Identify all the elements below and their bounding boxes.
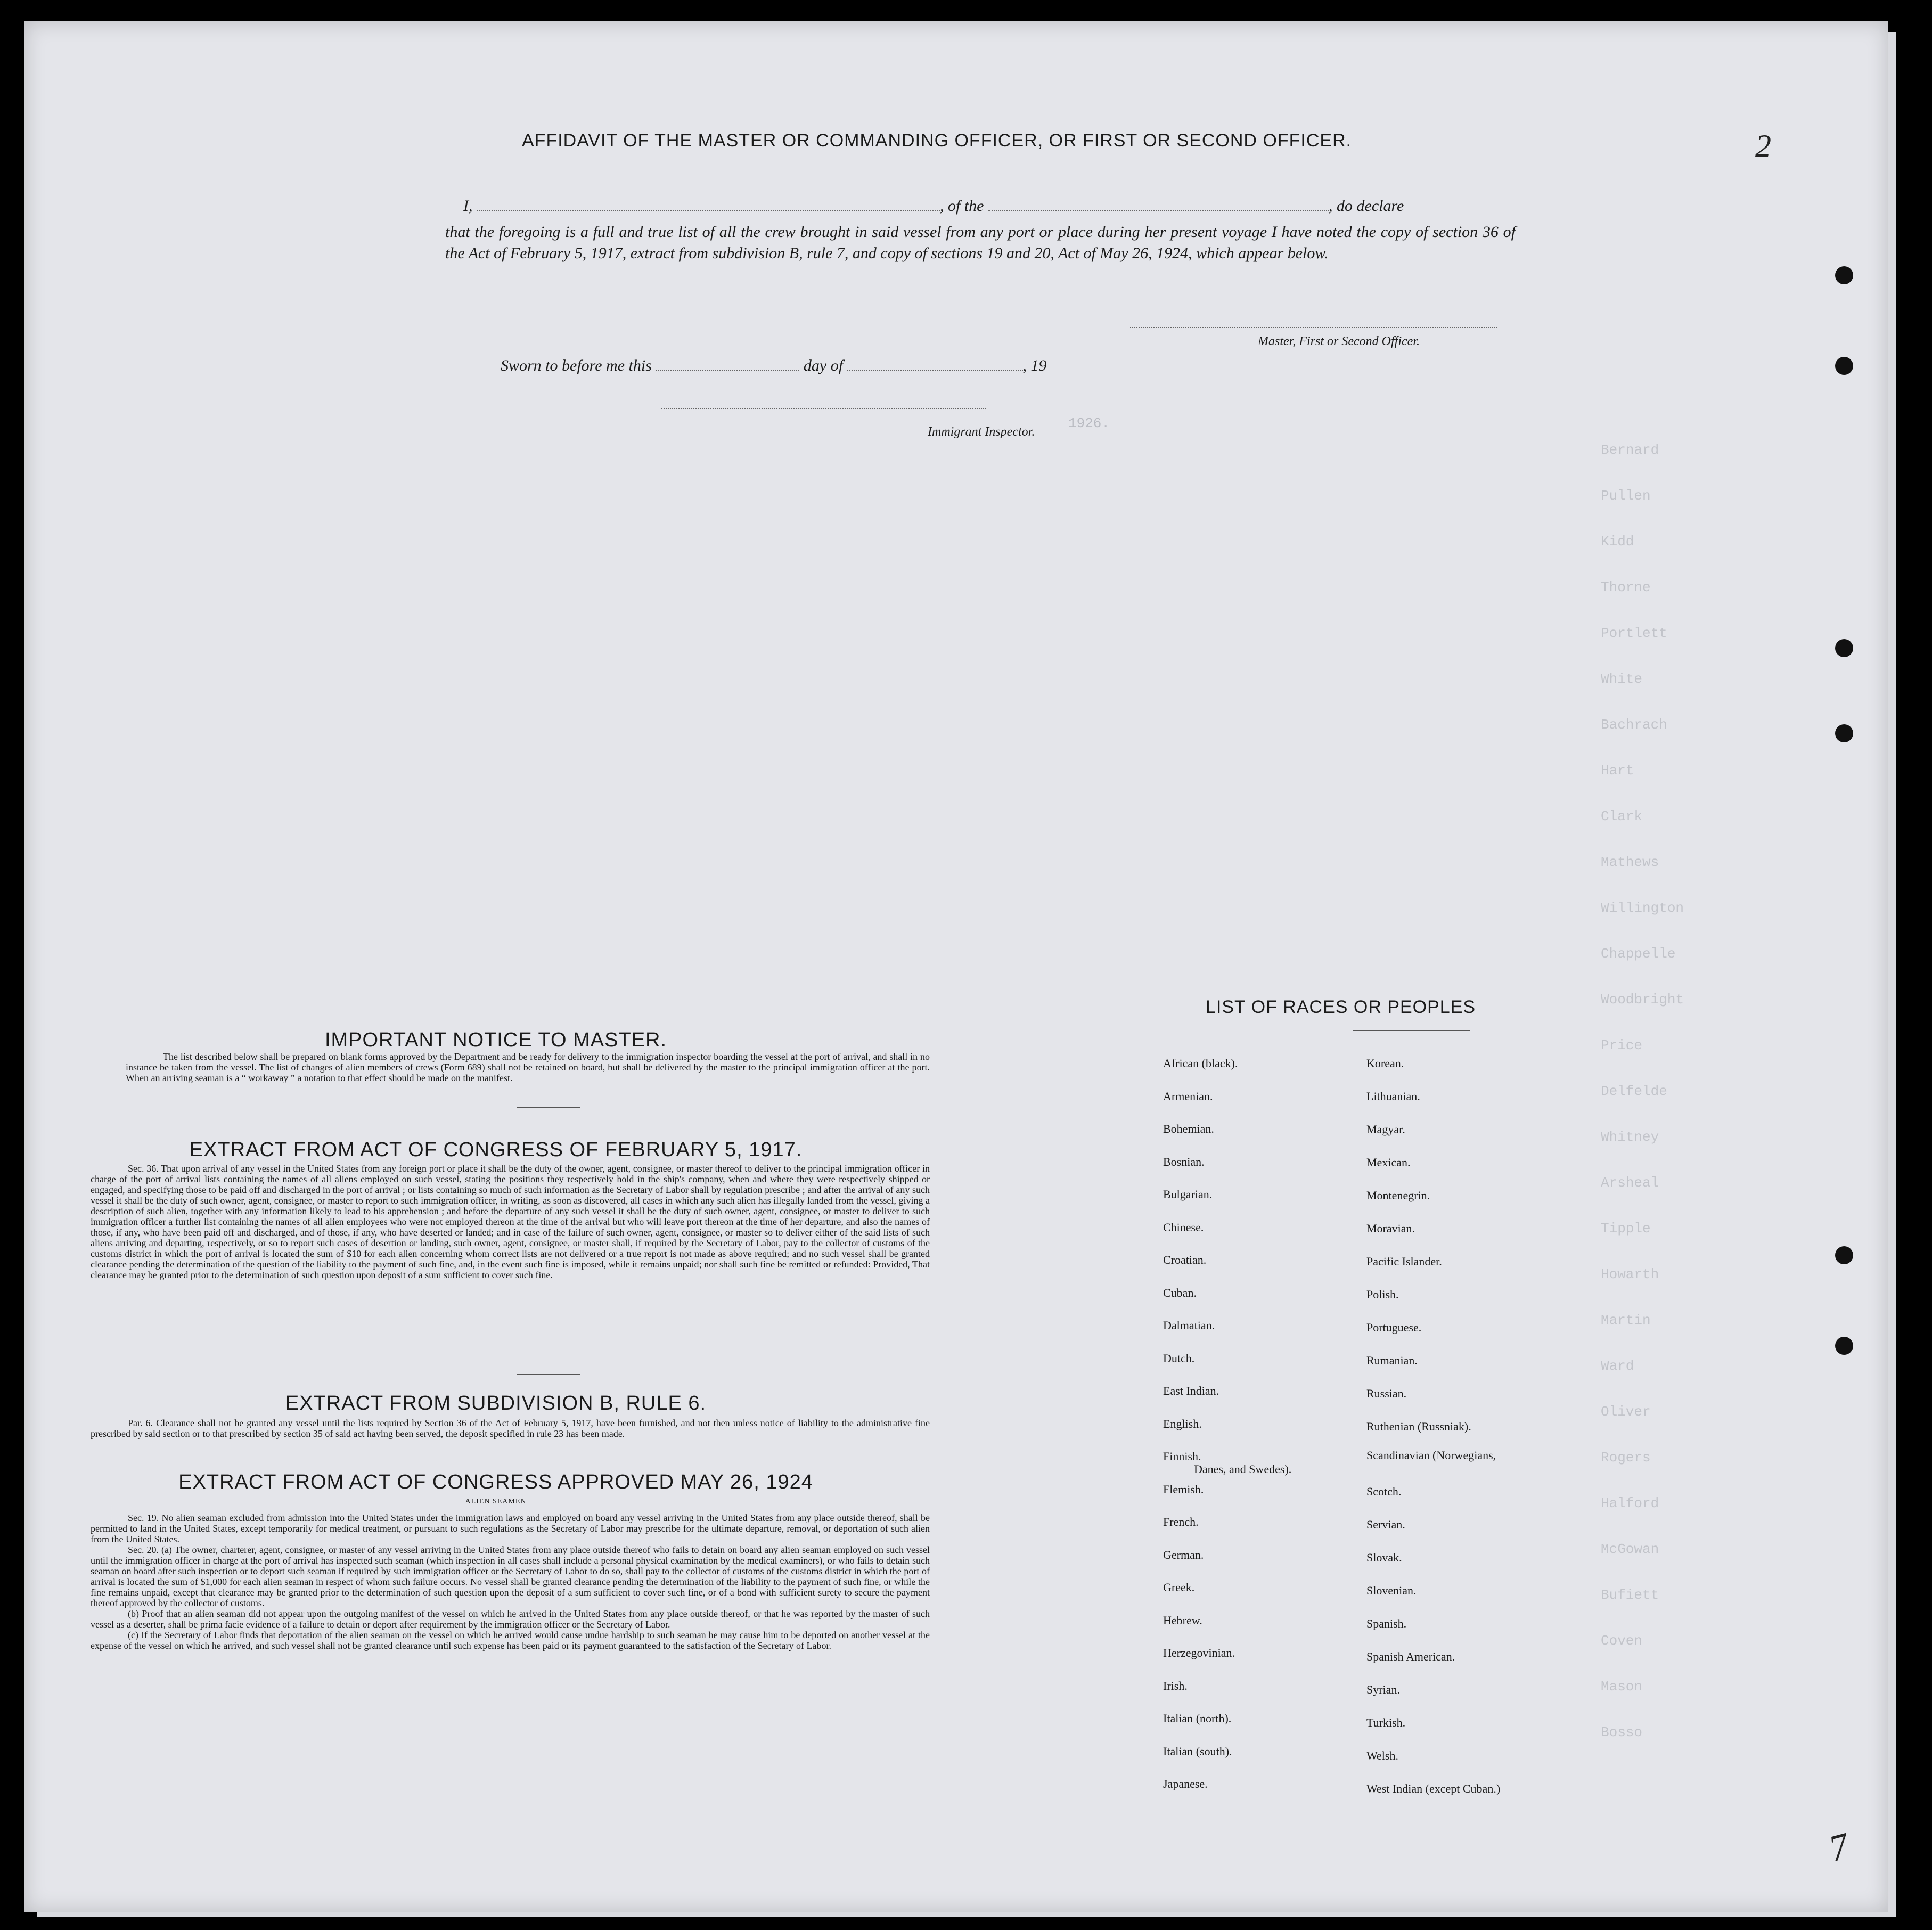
sworn-year: , 19 — [1022, 357, 1047, 374]
sworn-text: Sworn to before me this — [501, 357, 652, 374]
sec-20c-text: (c) If the Secretary of Labor finds that deportation of the alien seaman on the vessel on which he arrived would cause undue hardship to such seaman he may cause him to be deported on another vessel at the expense of the vessel on which he arrived, and such vessel shall not be granted clearance until such expense has been paid or its payment guaranteed to the satisfaction of the Secretary of Labor. — [91, 1630, 930, 1651]
sworn-month-field[interactable] — [847, 357, 1023, 371]
race-item: Montenegrin. — [1366, 1189, 1430, 1202]
race-item: Finnish. — [1163, 1450, 1201, 1463]
bleed-through-surname: Bernard — [1601, 442, 1659, 458]
extract-1917-body: Sec. 36. That upon arrival of any vessel in the United States from any foreign port or place it shall be the duty of the owner, agent, consignee, or master thereof to deliver to the principal immigration officer in charge of the port of arrival lists containing the names of all aliens employed on such vessel, stating the positions they respectively hold in the ship's company, when and where they were respectively shipped or engaged, and specifying those to be paid off and discharged in the port of arrival ; or lists containing so much of such information as the Secretary of Labor shall by regulation prescribe ; and after the arrival of any such vessel it shall be the duty of such owner, agent, consignee, or master to report to such immigration officer, in writing, as soon as discovered, all cases in which any such alien has illegally landed from the vessel, giving a description of such alien, together with any information likely to lead to his apprehension ; and before the departure of any such vessel it shall be the duty of such owner, agent, consignee, or master to deliver to such immigration officer a further list containing the names of all alien employees who were not employed thereon at the time of the arrival but who will leave port thereon at the time of her departure, and also the names of those, if any, who have been paid off and discharged, and of those, if any, who have deserted or landed; and in case of the failure of such owner, agent, consignee, or master so to deliver either of the said lists of such aliens arriving and departing, respectively, or so to report such cases of desertion or landing, such owner, agent, consignee, or master shall, if required by the Secretary of Labor, pay to the collector of customs of the customs district in which the port of arrival is located the sum of $10 for each alien concerning whom correct lists are not delivered or a true report is not made as above required; and no such vessel shall be granted clearance pending the determination of the question of the liability to the payment of such fine, and, in the event such fine is imposed, while it remains unpaid; nor shall such fine be remitted or refunded: Provided, That clearance may be granted prior to the determination of such question upon deposit of a sum sufficient to cover such fine. — [91, 1163, 930, 1280]
bleed-through-surname: Chappelle — [1601, 946, 1676, 962]
race-item: Herzegovinian. — [1163, 1646, 1235, 1659]
bleed-through-surname: Tipple — [1601, 1221, 1651, 1237]
bleed-through-surname: Hart — [1601, 763, 1634, 779]
bleed-through-surname: Martin — [1601, 1312, 1651, 1328]
bleed-through-surname: Willington — [1601, 900, 1684, 916]
race-item: Slovak. — [1366, 1551, 1402, 1564]
bleed-through-surname: Price — [1601, 1037, 1643, 1053]
sworn-day-field[interactable] — [656, 357, 799, 371]
bleed-through-surname: Arsheal — [1601, 1175, 1659, 1191]
bleed-through-surname: Bufiett — [1601, 1587, 1659, 1603]
race-item: Bosnian. — [1163, 1155, 1205, 1168]
race-item: Spanish American. — [1366, 1650, 1455, 1663]
races-title: LIST OF RACES OR PEOPLES — [1206, 997, 1476, 1017]
year-stamp: 1926. — [1068, 415, 1110, 431]
notice-body: The list described below shall be prepared on blank forms approved by the Department and be ready for delivery to the immigration inspector boarding the vessel at the port of arrival, and shall in no instance be taken from the vessel. The list of changes of alien members of crews (Form 689) shall not be retained on board, but shall be delivered by the master to the principal immigration officer at the port. When an arriving seaman is a “ workaway ” a notation to that effect should be made on the manifest. — [126, 1051, 930, 1083]
declaration-end: , do declare — [1329, 197, 1404, 215]
race-item: Cuban. — [1163, 1286, 1197, 1299]
inspector-label: Immigrant Inspector. — [928, 425, 1035, 439]
bleed-through-surname: Bachrach — [1601, 717, 1667, 733]
extract-1917-title: EXTRACT FROM ACT OF CONGRESS OF FEBRUARY 5, 1917. — [189, 1139, 803, 1161]
race-item: Magyar. — [1366, 1123, 1405, 1136]
bleed-through-surname: Clark — [1601, 808, 1643, 824]
race-item: Armenian. — [1163, 1089, 1213, 1103]
corner-mark-top: 2 — [1755, 128, 1771, 163]
name-field[interactable] — [477, 197, 940, 211]
bleed-through-surname: McGowan — [1601, 1541, 1659, 1557]
race-item: Slovenian. — [1366, 1584, 1417, 1597]
extract-1924-title: EXTRACT FROM ACT OF CONGRESS APPROVED MAY 26, 1924 — [178, 1471, 813, 1493]
subdivision-b-body: Par. 6. Clearance shall not be granted any vessel until the lists required by Section 36 of the Act of February 5, 1917, have been furnished, and not then unless notice of liability to the administrative fine prescribed by said section or to that prescribed by section 35 of said act having been served, the deposit specified in rule 23 has been made. — [91, 1418, 930, 1439]
declaration-of: , of the — [940, 197, 984, 215]
bleed-through-surname: Mathews — [1601, 854, 1659, 870]
race-item: Turkish. — [1366, 1716, 1406, 1729]
race-item: Korean. — [1366, 1057, 1404, 1070]
race-item: Dutch. — [1163, 1351, 1195, 1365]
race-item: German. — [1163, 1548, 1204, 1561]
sec-20b-text: (b) Proof that an alien seaman did not appear upon the outgoing manifest of the vessel on which he arrived in the United States from any place outside thereof, or that he was reported by the master of such vessel as a deserter, shall be prima facie evidence of a failure to detain or deport after requirement by the immigration officer or the Secretary of Labor. — [91, 1608, 930, 1630]
bleed-through-surname: Coven — [1601, 1633, 1643, 1649]
punch-hole — [1835, 266, 1853, 284]
race-item: Chinese. — [1163, 1220, 1204, 1234]
declaration-line — [463, 197, 1518, 215]
race-item: Flemish. — [1163, 1482, 1204, 1496]
race-item: Spanish. — [1366, 1617, 1407, 1630]
bleed-through-surname: Rogers — [1601, 1450, 1651, 1466]
sworn-day-of: day of — [803, 357, 844, 374]
bleed-through-surname: Pullen — [1601, 488, 1651, 504]
bleed-through-surname: Kidd — [1601, 534, 1634, 550]
race-item: Greek. — [1163, 1581, 1195, 1594]
sec-19-text: Sec. 19. No alien seaman excluded from admission into the United States under the immigration laws and employed on board any vessel arriving in the United States from any place outside thereof, shall be permitted to land in the United States, except temporarily for medical treatment, or pursuant to such regulations as the Secretary of Labor may prescribe for the ultimate departure, removal, or deportation of such alien from the United States. — [91, 1512, 930, 1544]
race-item: West Indian (except Cuban.) — [1366, 1782, 1501, 1795]
bleed-through-surname: Howarth — [1601, 1266, 1659, 1282]
inspector-signature-line[interactable] — [661, 408, 986, 409]
race-item: Russian. — [1366, 1387, 1407, 1400]
bleed-through-surname: Ward — [1601, 1358, 1634, 1374]
race-item: English. — [1163, 1417, 1202, 1430]
bleed-through-surname: Delfelde — [1601, 1083, 1667, 1099]
punch-hole — [1835, 724, 1853, 742]
race-item: East Indian. — [1163, 1384, 1219, 1397]
race-item: Welsh. — [1366, 1749, 1398, 1762]
bleed-through-surname: Mason — [1601, 1679, 1643, 1695]
signature-label: Master, First or Second Officer. — [1258, 334, 1420, 348]
punch-hole — [1835, 1246, 1853, 1264]
race-item: Scandinavian (Norwegians, — [1366, 1449, 1496, 1462]
alien-seamen-subtitle: ALIEN SEAMEN — [465, 1498, 527, 1506]
race-item: Rumanian. — [1366, 1354, 1418, 1367]
bleed-through-surname: Portlett — [1601, 625, 1667, 641]
punch-hole — [1835, 1337, 1853, 1355]
bleed-through-surname: White — [1601, 671, 1643, 687]
declaration-body: that the foregoing is a full and true list of all the crew brought in said vessel from any port or place during her present voyage I have noted the copy of section 36 of the Act of February 5, 1917, extract from subdivision B, rule 7, and copy of sections 19 and 20, Act of May 26, 1924, which appear below. — [445, 223, 1516, 262]
race-item: Croatian. — [1163, 1253, 1207, 1266]
declaration-i: I, — [463, 197, 473, 215]
race-item: Japanese. — [1163, 1777, 1208, 1790]
signature-line[interactable] — [1130, 327, 1497, 328]
race-item: Mexican. — [1366, 1156, 1411, 1169]
bleed-through-surname: Bosso — [1601, 1724, 1643, 1740]
race-item: Dalmatian. — [1163, 1319, 1215, 1332]
race-item: Scotch. — [1366, 1485, 1402, 1498]
divider — [517, 1107, 580, 1108]
race-item: African (black). — [1163, 1057, 1238, 1070]
punch-hole — [1835, 357, 1853, 375]
race-item: Bulgarian. — [1163, 1188, 1213, 1201]
divider — [1353, 1030, 1470, 1031]
bleed-through-surname: Whitney — [1601, 1129, 1659, 1145]
race-item: Hebrew. — [1163, 1613, 1202, 1627]
notice-title: IMPORTANT NOTICE TO MASTER. — [324, 1029, 667, 1051]
bleed-through-surname: Halford — [1601, 1495, 1659, 1511]
race-item: Moravian. — [1366, 1222, 1415, 1235]
race-item: Portuguese. — [1366, 1321, 1422, 1334]
divider — [517, 1374, 580, 1375]
race-item: Pacific Islander. — [1366, 1255, 1442, 1268]
punch-hole — [1835, 639, 1853, 657]
subdivision-b-title: EXTRACT FROM SUBDIVISION B, RULE 6. — [285, 1392, 707, 1414]
corner-mark-bottom: 7 — [1824, 1825, 1854, 1870]
race-item: Irish. — [1163, 1679, 1188, 1692]
bleed-through-surname: Thorne — [1601, 579, 1651, 595]
race-item: French. — [1163, 1515, 1199, 1528]
race-item: Syrian. — [1366, 1683, 1400, 1696]
vessel-field[interactable] — [988, 197, 1329, 211]
bleed-through-surname: Woodbright — [1601, 992, 1684, 1008]
extract-1924-body — [91, 1512, 930, 1651]
race-item: Servian. — [1366, 1518, 1405, 1531]
race-item: Polish. — [1366, 1288, 1399, 1301]
sec-20a-text: Sec. 20. (a) The owner, charterer, agent, consignee, or master of any vessel arriving in the United States from any place outside thereof who fails to detain on board any alien seaman employed on such vessel until the immigration officer in charge at the port of arrival has inspected such seaman (which inspection in all cases shall include a personal physical examination by the medical examiners), or who fails to detain such seaman on board after such inspection or to deport such seaman if required by such immigration officer or the Secretary of Labor to do so, shall pay to the collector of customs of the customs district in which the port of arrival is located the sum of $1,000 for each alien seaman in respect of whom such failure occurs. No vessel shall be granted clearance pending the determination of the liability to the payment of such fine, or while the fine remains unpaid, except that clearance may be granted prior to the determination of such question upon the deposit of a sum sufficient to cover such fine, or of a bond with sufficient surety to secure the payment thereof approved by the collector of customs. — [91, 1544, 930, 1608]
affidavit-title: AFFIDAVIT OF THE MASTER OR COMMANDING OFFICER, OR FIRST OR SECOND OFFICER. — [522, 130, 1352, 151]
bleed-through-surname: Oliver — [1601, 1404, 1651, 1420]
race-item: Ruthenian (Russniak). — [1366, 1420, 1471, 1433]
race-item: Italian (south). — [1163, 1744, 1232, 1758]
document-page — [24, 21, 1888, 1912]
sworn-line — [501, 357, 1047, 375]
race-item: Lithuanian. — [1366, 1090, 1420, 1103]
race-item: Italian (north). — [1163, 1712, 1232, 1725]
race-item: Danes, and Swedes). — [1194, 1462, 1292, 1476]
race-item: Bohemian. — [1163, 1122, 1214, 1135]
